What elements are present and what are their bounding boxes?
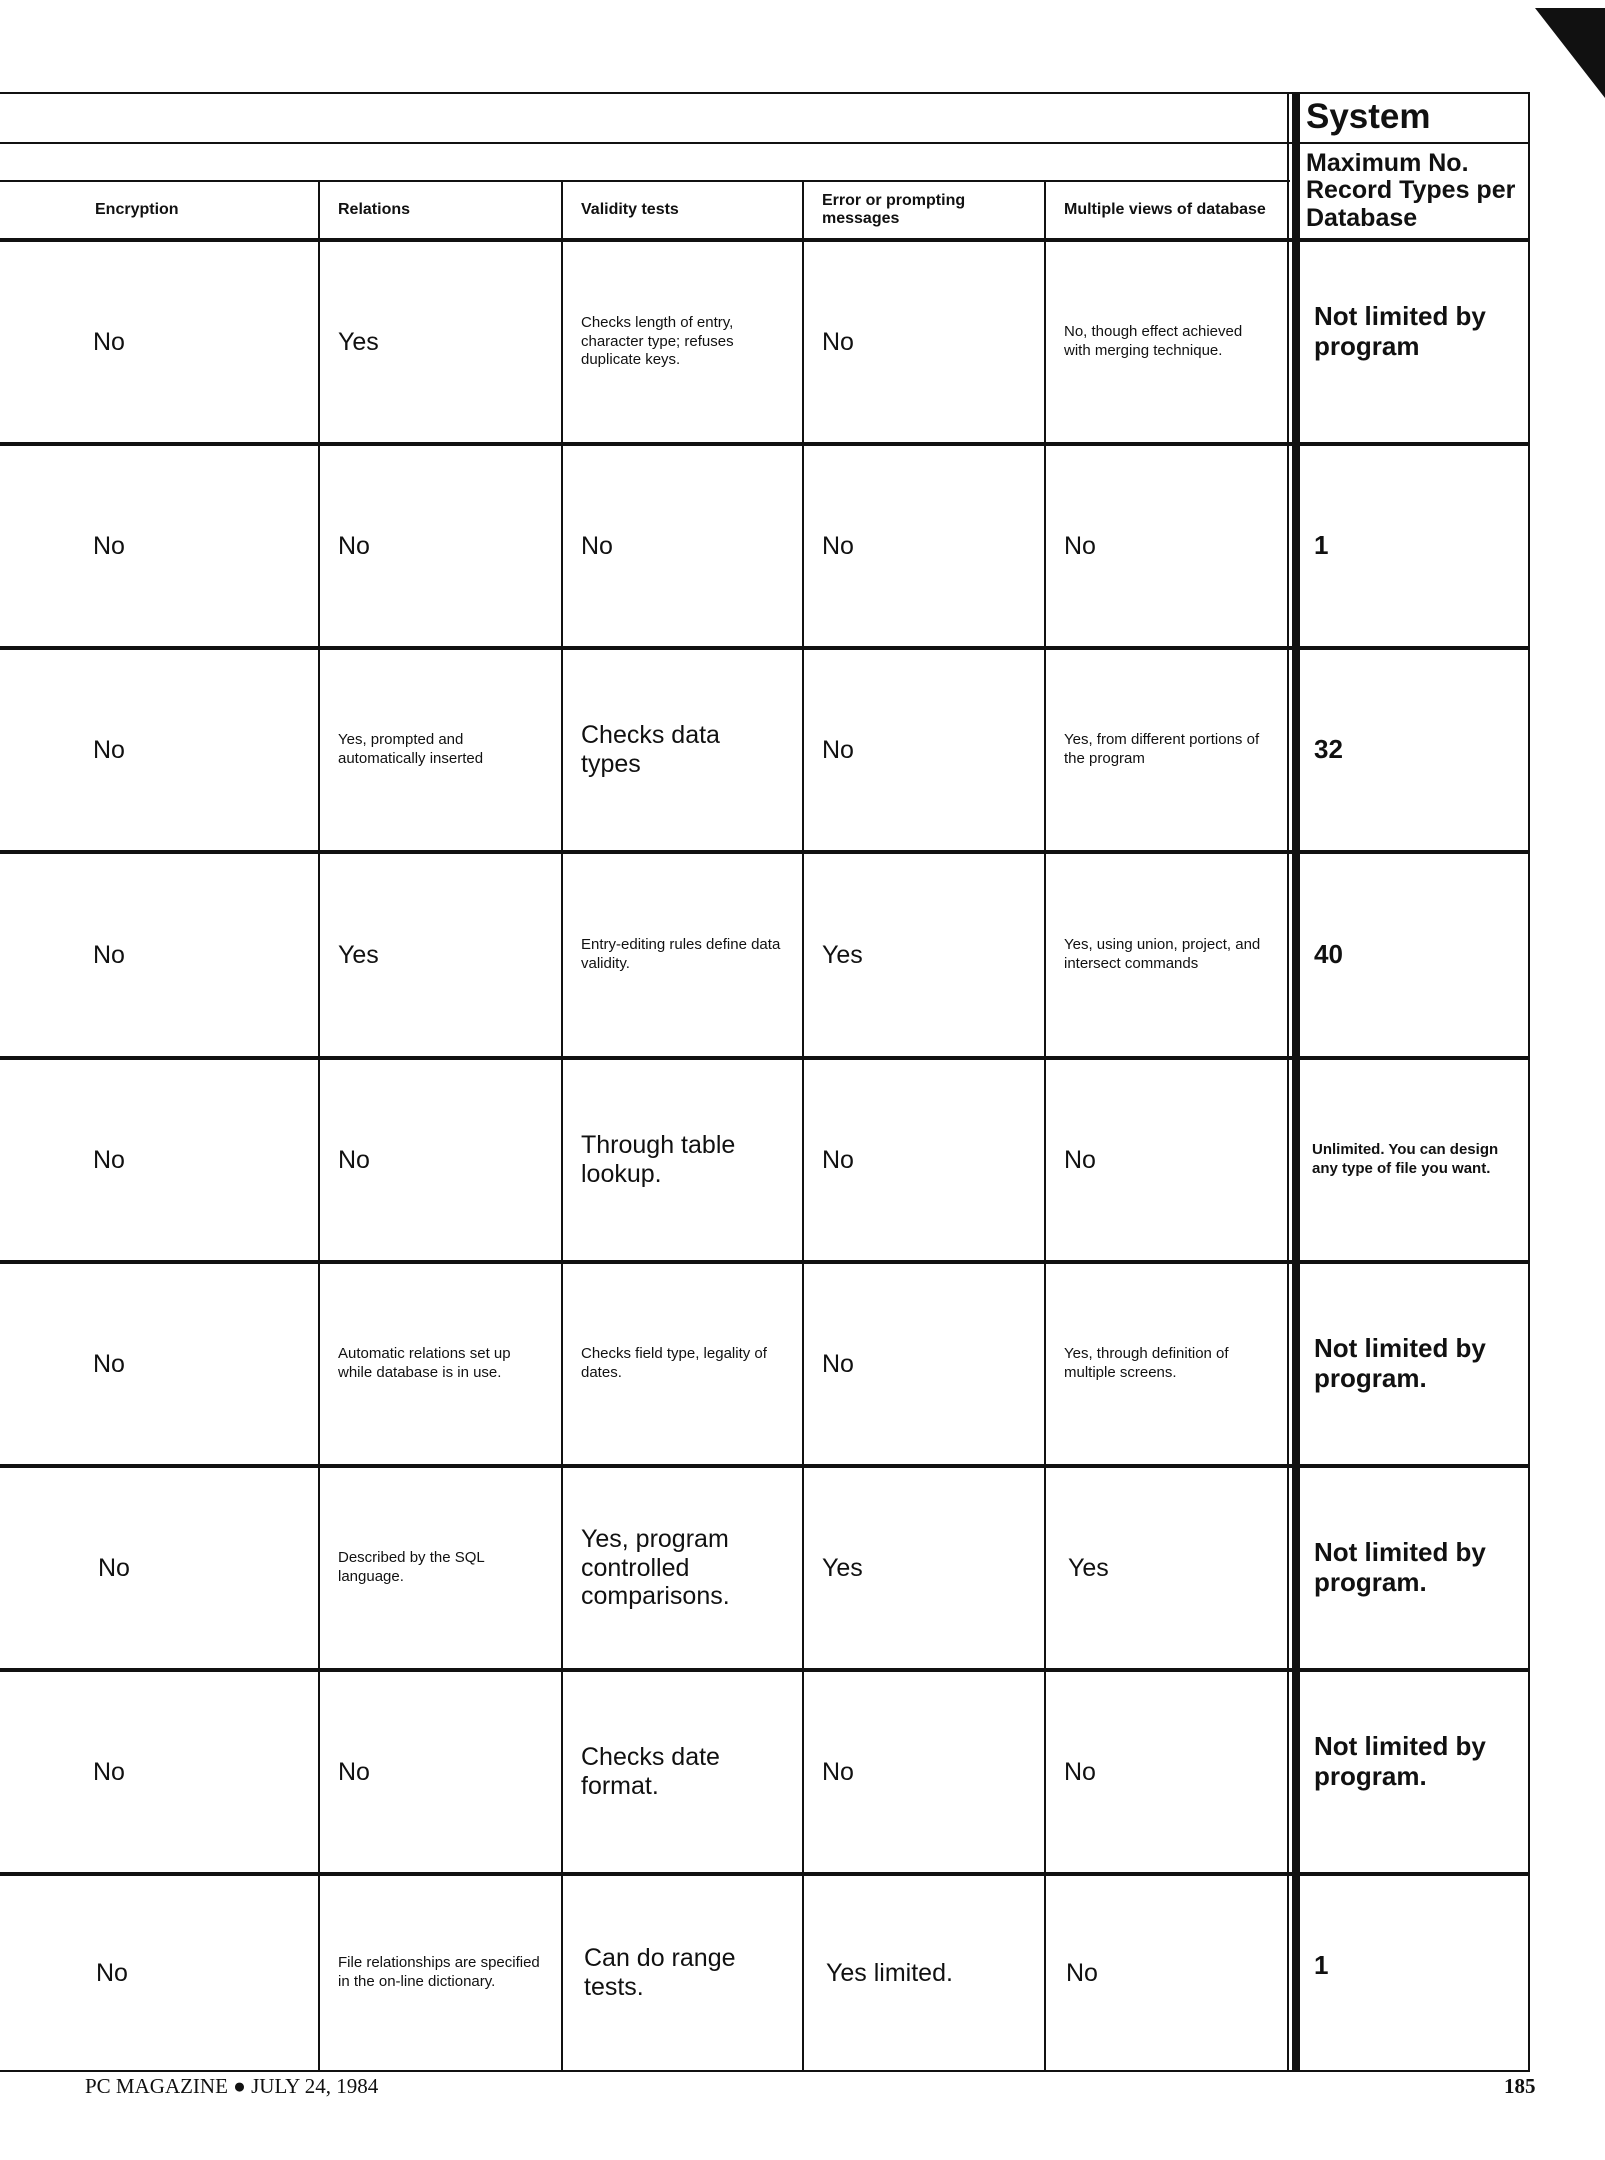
col-header-relations: Relations bbox=[338, 200, 411, 218]
section-thick-line bbox=[1292, 92, 1300, 2070]
row-1-relations: Yes bbox=[338, 327, 379, 356]
row-9-views: No bbox=[1066, 1958, 1098, 1987]
row-2-max-types: 1 bbox=[1314, 530, 1329, 561]
row-5-validity: Through table lookup. bbox=[581, 1131, 736, 1188]
row-9-validity: Can do range tests. bbox=[584, 1944, 736, 2001]
row-5-encryption: No bbox=[93, 1145, 125, 1174]
row-2-views: No bbox=[1064, 531, 1096, 560]
row-8-max-types: Not limited by program. bbox=[1314, 1731, 1486, 1791]
row-5-errors: No bbox=[822, 1145, 854, 1174]
row-7-max-types: Not limited by program. bbox=[1314, 1537, 1486, 1597]
row-9-encryption: No bbox=[96, 1958, 128, 1987]
col-header-encryption: Encryption bbox=[95, 200, 179, 218]
row-8-errors: No bbox=[822, 1757, 854, 1786]
row-3-max-types: 32 bbox=[1314, 734, 1343, 765]
row-2-relations: No bbox=[338, 531, 370, 560]
col-header-errors: Error or prompting messages bbox=[822, 191, 966, 227]
row-5-views: No bbox=[1064, 1145, 1096, 1174]
row-6-encryption: No bbox=[93, 1349, 125, 1378]
row-2-errors: No bbox=[822, 531, 854, 560]
row-1-errors: No bbox=[822, 327, 854, 356]
section-title: System bbox=[1306, 97, 1431, 136]
row-4-encryption: No bbox=[93, 940, 125, 969]
row-8-relations: No bbox=[338, 1757, 370, 1786]
row-5-relations: No bbox=[338, 1145, 370, 1174]
row-1-max-types: Not limited by program bbox=[1314, 301, 1486, 361]
row-8-encryption: No bbox=[93, 1757, 125, 1786]
row-5-max-types: Unlimited. You can design any type of file you want. bbox=[1312, 1141, 1499, 1177]
row-4-errors: Yes bbox=[822, 940, 863, 969]
row-3-errors: No bbox=[822, 735, 854, 764]
row-2-encryption: No bbox=[93, 531, 125, 560]
row-4-max-types: 40 bbox=[1314, 939, 1343, 970]
header-divider-line bbox=[0, 142, 1530, 144]
row-2-validity: No bbox=[581, 531, 613, 560]
row-1-validity: Checks length of entry, character type; refuses duplicate keys. bbox=[581, 313, 734, 369]
row-6-views: Yes, through definition of multiple screens. bbox=[1064, 1345, 1229, 1381]
row-4-views: Yes, using union, project, and intersect commands bbox=[1064, 936, 1261, 972]
row-1-encryption: No bbox=[93, 327, 125, 356]
col-header-views: Multiple views of database bbox=[1064, 200, 1266, 218]
row-7-views: Yes bbox=[1068, 1553, 1109, 1582]
table-top-line bbox=[0, 92, 1530, 94]
col-header-validity: Validity tests bbox=[581, 200, 679, 218]
row-7-errors: Yes bbox=[822, 1553, 863, 1582]
section-subtitle: Maximum No. Record Types per Database bbox=[1306, 148, 1516, 232]
page-number: 185 bbox=[1504, 2074, 1536, 2098]
row-6-errors: No bbox=[822, 1349, 854, 1378]
row-6-validity: Checks field type, legality of dates. bbox=[581, 1345, 767, 1381]
row-6-max-types: Not limited by program. bbox=[1314, 1333, 1486, 1393]
row-3-encryption: No bbox=[93, 735, 125, 764]
table-right-line bbox=[1528, 92, 1530, 2070]
col-line-5 bbox=[1287, 92, 1289, 2070]
row-3-views: Yes, from different portions of the program bbox=[1064, 731, 1260, 767]
footer-magazine-date: PC MAGAZINE ● JULY 24, 1984 bbox=[85, 2074, 379, 2098]
row-1-views: No, though effect achieved with merging technique. bbox=[1064, 323, 1243, 359]
row-3-validity: Checks data types bbox=[581, 721, 720, 778]
row-7-validity: Yes, program controlled comparisons. bbox=[581, 1524, 730, 1611]
row-7-encryption: No bbox=[98, 1553, 130, 1582]
row-7-relations: Described by the SQL language. bbox=[338, 1549, 485, 1585]
row-8-views: No bbox=[1064, 1757, 1096, 1786]
row-3-relations: Yes, prompted and automatically inserted bbox=[338, 731, 484, 767]
corner-triangle-icon bbox=[1535, 8, 1605, 98]
row-4-validity: Entry-editing rules define data validity. bbox=[581, 936, 781, 972]
table-bottom-line bbox=[0, 2070, 1530, 2072]
row-9-errors: Yes limited. bbox=[826, 1958, 953, 1987]
row-8-validity: Checks date format. bbox=[581, 1743, 720, 1800]
row-6-relations: Automatic relations set up while database is in use. bbox=[338, 1345, 511, 1381]
row-9-max-types: 1 bbox=[1314, 1950, 1329, 1981]
row-9-relations: File relationships are specified in the on-line dictionary. bbox=[338, 1954, 540, 1990]
row-4-relations: Yes bbox=[338, 940, 379, 969]
